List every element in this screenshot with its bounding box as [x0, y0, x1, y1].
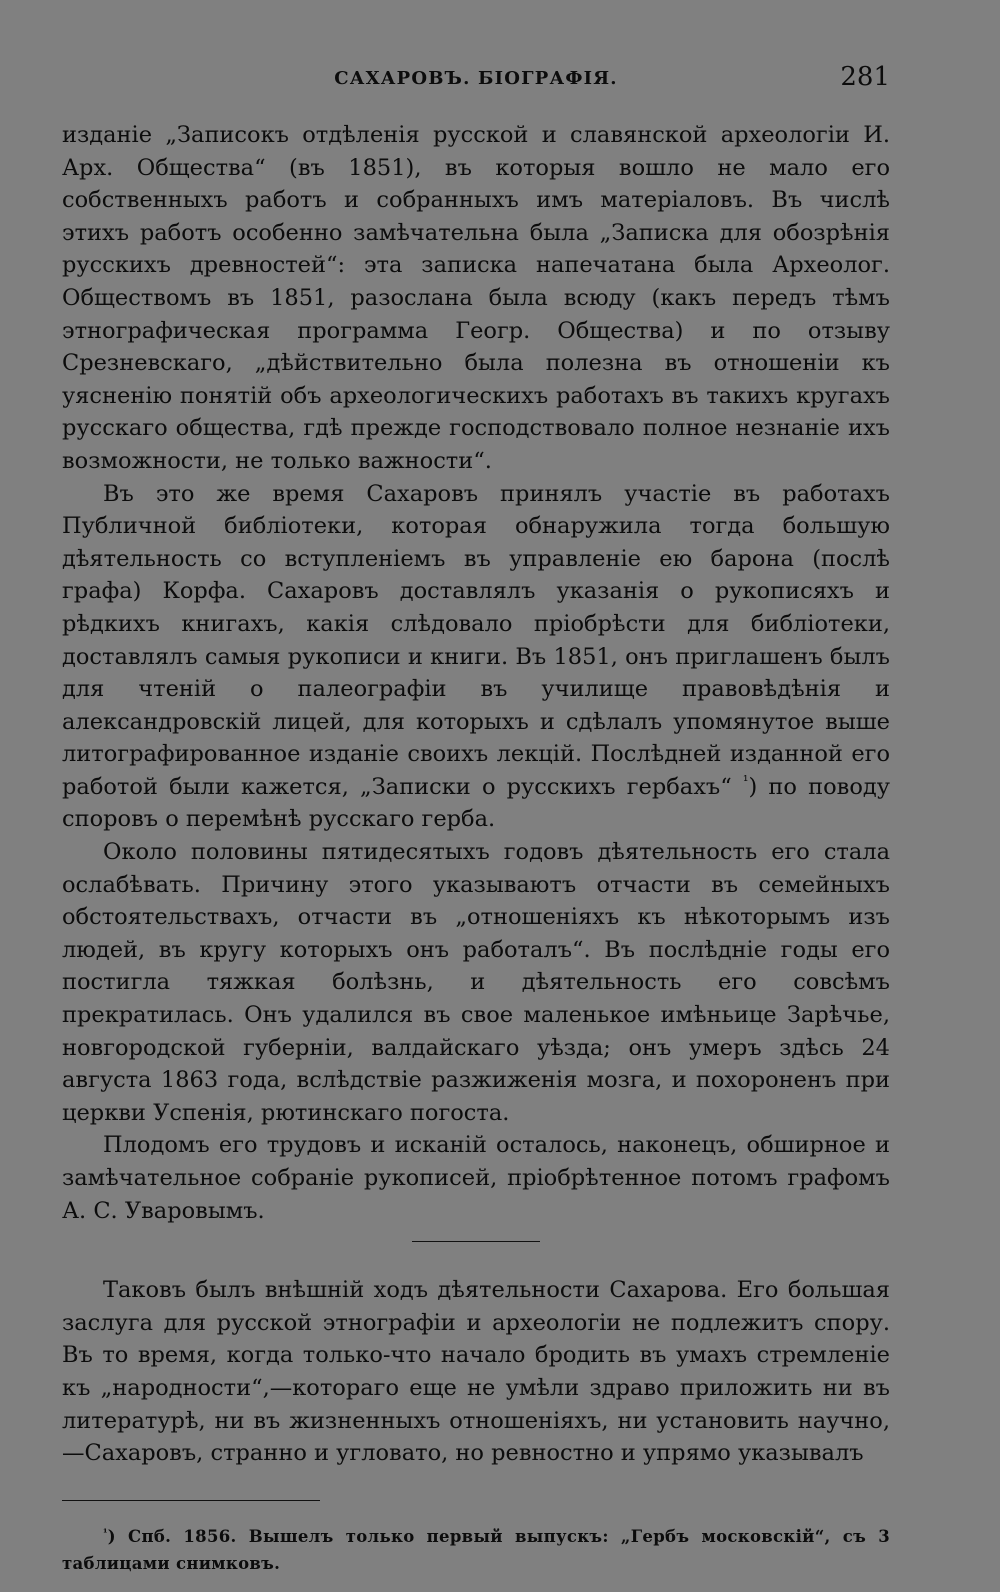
page-header	[62, 62, 890, 102]
footnote-reference: ¹	[742, 773, 749, 790]
section-separator	[412, 1241, 540, 1242]
body-text	[62, 119, 890, 1470]
book-page	[62, 62, 890, 1577]
running-head: САХАРОВЪ. БІОГРАФІЯ.	[334, 68, 618, 89]
paragraph-5: Таковъ былъ внѣшній ходъ дѣятельности Сахарова. Его большая заслуга для русской этнографіи и археологіи не подлежитъ спору. Въ то время, когда только-что начало бродить въ умахъ стремленіе къ „народности“,—котораго еще не умѣли здраво приложить ни въ литературѣ, ни въ жизненныхъ отношеніяхъ, ни установить научно,—Сахаровъ, странно и угловато, но ревностно и упрямо указывалъ	[62, 1277, 890, 1467]
paragraph-2-text: Въ это же время Сахаровъ принялъ участіе въ работахъ Публичной библіотеки, которая обнаружила тогда большую дѣятельность со вступленіемъ въ управленіе ею барона (послѣ графа) Корфа. Сахаровъ доставлялъ указанія о рукописяхъ и рѣдкихъ книгахъ, какія слѣдовало пріобрѣсти для библіотеки, доставлялъ самыя рукописи и книги. Въ 1851, онъ приглашенъ былъ для чтеній о палеографіи въ училище правовѣдѣнія и александровскій лицей, для которыхъ и сдѣлалъ упомянутое выше литографированное изданіе своихъ лекцій. Послѣдней изданной его работой были кажется, „Записки о русскихъ гербахъ“	[62, 480, 890, 800]
paragraph-4: Плодомъ его трудовъ и исканій осталось, наконецъ, обширное и замѣчательное собраніе рукописей, пріобрѣтенное потомъ графомъ А. С. Уваровымъ.	[62, 1132, 890, 1224]
paragraph-2-ending: ) по поводу споровъ о перемѣнѣ русскаго герба.	[62, 773, 890, 833]
footnote	[62, 1523, 890, 1577]
paragraph-3: Около половины пятидесятыхъ годовъ дѣятельность его стала ослабѣвать. Причину этого указываютъ отчасти въ семейныхъ обстоятельствахъ, отчасти въ „отношеніяхъ къ нѣкоторымъ изъ людей, въ кругу которыхъ онъ работалъ“. Въ послѣдніе годы его постигла тяжкая болѣзнь, и дѣятельность его совсѣмъ прекратилась. Онъ удалился въ свое маленькое имѣньице Зарѣчье, новгородской губерніи, валдайскаго уѣзда; онъ умеръ здѣсь 24 августа 1863 года, вслѣдствіе разжиженія мозга, и похороненъ при церкви Успенія, рютинскаго погоста.	[62, 839, 890, 1126]
paragraph-1: изданіе „Записокъ отдѣленія русской и славянской археологіи И. Арх. Общества“ (въ 1851), въ которыя вошло не мало его собственныхъ работъ и собранныхъ имъ матеріаловъ. Въ числѣ этихъ работъ особенно замѣчательна была „Записка для обозрѣнія русскихъ древностей“: эта записка напечатана была Археолог. Обществомъ въ 1851, разослана была всюду (какъ передъ тѣмъ этнографическая программа Геогр. Общества) и по отзыву Срезневскаго, „дѣйствительно была полезна въ отношеніи къ уясненію понятій объ археологическихъ работахъ въ такихъ кругахъ русскаго общества, гдѣ прежде господствовало полное незнаніе ихъ возможности, не только важности“.	[62, 122, 890, 474]
footnote-marker: ¹	[103, 1526, 108, 1539]
paragraph-2	[62, 478, 890, 837]
footnote-rule	[62, 1500, 320, 1501]
footnote-text: ) Спб. 1856. Вышелъ только первый выпускъ: „Гербъ московскій“, съ 3 таблицами снимковъ.	[62, 1526, 890, 1573]
page-number: 281	[840, 62, 890, 92]
